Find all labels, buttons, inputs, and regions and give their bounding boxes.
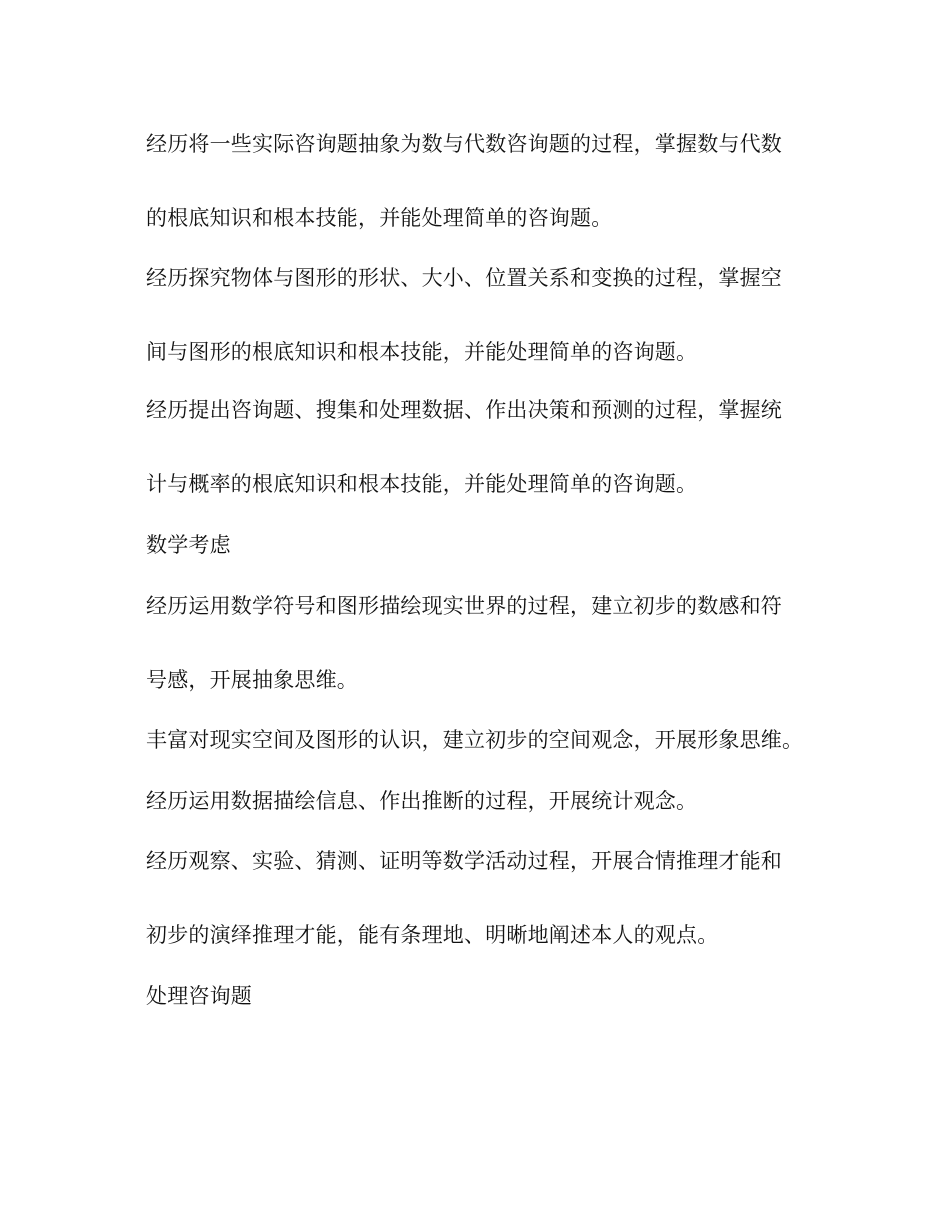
text-line-2: 的根底知识和根本技能，并能处理简单的咨询题。: [146, 206, 613, 230]
text-line-13: 初步的演绎推理才能，能有条理地、明晰地阐述本人的观点。: [146, 923, 719, 947]
text-line-10: 丰富对现实空间及图形的认识，建立初步的空间观念，开展形象思维。: [146, 728, 804, 752]
text-line-6: 计与概率的根底知识和根本技能，并能处理简单的咨询题。: [146, 472, 698, 496]
text-line-9: 号感，开展抽象思维。: [146, 668, 358, 692]
text-line-11: 经历运用数据描绘信息、作出推断的过程，开展统计观念。: [146, 789, 698, 813]
text-line-5: 经历提出咨询题、搜集和处理数据、作出决策和预测的过程，掌握统: [146, 398, 782, 422]
text-line-3: 经历探究物体与图形的形状、大小、位置关系和变换的过程，掌握空: [146, 266, 782, 290]
section-heading-problem-solving: 处理咨询题: [146, 984, 252, 1008]
text-line-12: 经历观察、实验、猜测、证明等数学活动过程，开展合情推理才能和: [146, 849, 782, 873]
text-line-1: 经历将一些实际咨询题抽象为数与代数咨询题的过程，掌握数与代数: [146, 132, 782, 156]
text-line-8: 经历运用数学符号和图形描绘现实世界的过程，建立初步的数感和符: [146, 594, 782, 618]
text-line-4: 间与图形的根底知识和根本技能，并能处理简单的咨询题。: [146, 340, 698, 364]
section-heading-math-thinking: 数学考虑: [146, 533, 231, 557]
